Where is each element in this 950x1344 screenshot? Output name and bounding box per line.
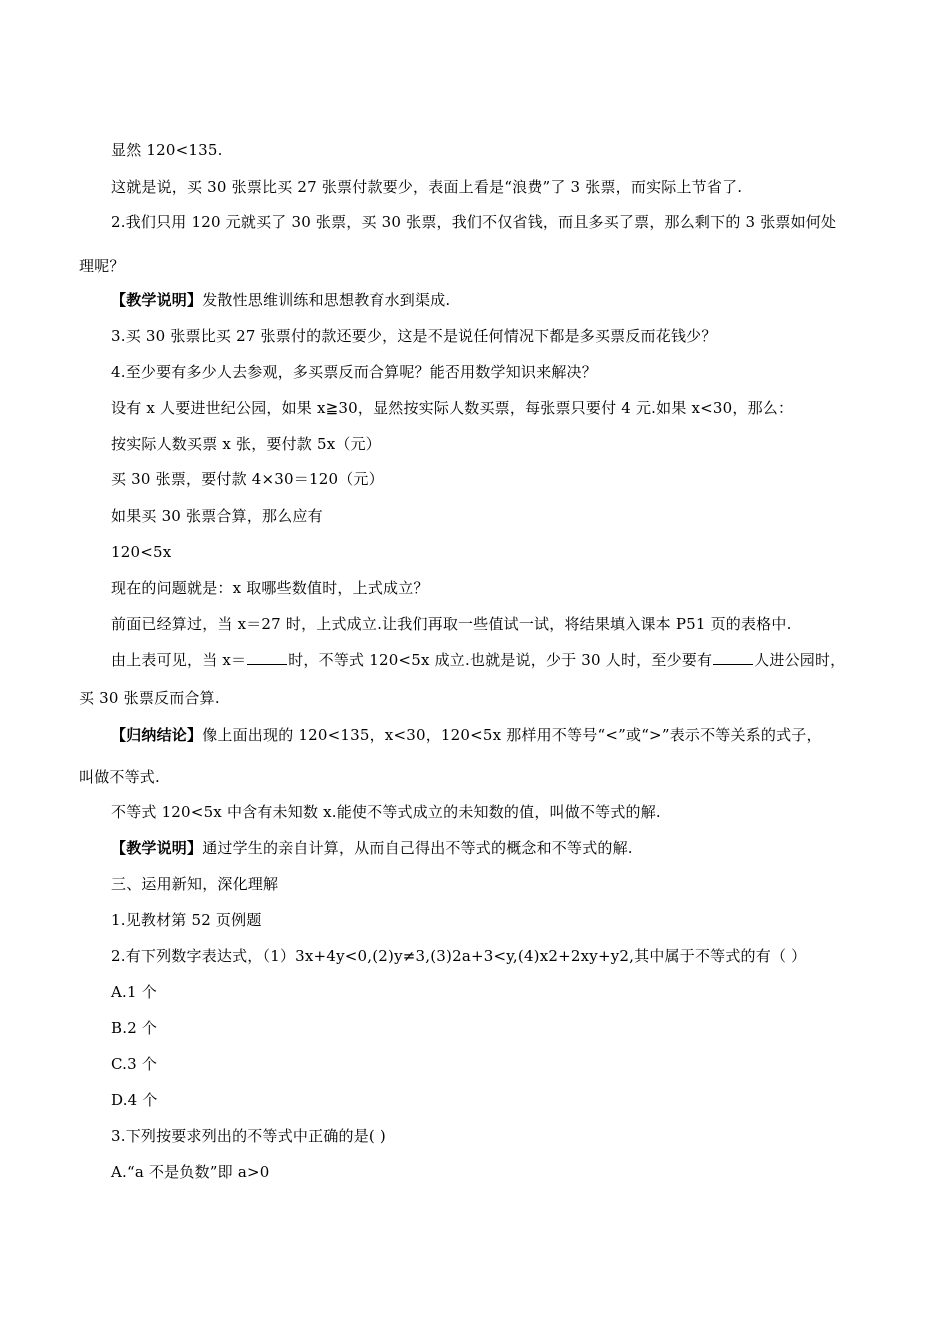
teaching-note-2 (111, 838, 633, 858)
text-line-8: 设有 x 人要进世纪公园，如果 x≧30，显然按实际人数买票，每张票只要付 4 元.如果 x<30，那么： (111, 399, 794, 417)
teaching-note-2-label: 【教学说明】 (111, 839, 203, 857)
text-line-2: 这就是说，买 30 张票比买 27 张票付款要少，表面上看是“浪费”了 3 张票，而实际上节省了. (111, 178, 743, 196)
option-c: C.3 个 (111, 1055, 158, 1073)
fill-in-line (111, 650, 845, 670)
text-line-22: 1.见教材第 52 页例题 (111, 911, 262, 929)
fill-in-text-b: 时，不等式 120<5x 成立.也就是说，少于 30 人时，至少要有 (288, 651, 713, 669)
text-line-4: 理呢？ (79, 257, 125, 275)
teaching-note-label: 【教学说明】 (111, 291, 203, 309)
conclusion-text: 像上面出现的 120<135，x<30，120<5x 那样用不等号“<”或“>”表示不等关系的式子， (202, 726, 822, 744)
text-line-10: 买 30 张票，要付款 4×30＝120（元） (111, 470, 384, 488)
text-line-11: 如果买 30 张票合算，那么应有 (111, 507, 323, 525)
text-line-6: 3.买 30 张票比买 27 张票付的款还要少，这是不是说任何情况下都是多买票反而花钱少？ (111, 327, 717, 345)
teaching-note-2-text: 通过学生的亲自计算，从而自己得出不等式的概念和不等式的解. (202, 839, 633, 857)
text-line-9: 按实际人数买票 x 张，要付款 5x（元） (111, 435, 381, 453)
question-3-option-a: A.“a 不是负数”即 a>0 (111, 1163, 270, 1181)
conclusion-label: 【归纳结论】 (111, 726, 203, 744)
text-line-18: 叫做不等式. (79, 768, 160, 786)
fill-in-text-a: 由上表可见，当 x＝ (111, 651, 247, 669)
inequality-line: 120<5x (111, 543, 172, 561)
text-line-7: 4.至少要有多少人去参观，多买票反而合算呢？能否用数学知识来解决？ (111, 363, 597, 381)
question-2: 2.有下列数字表达式，（1）3x+4y<0,(2)y≠3,(3)2a+3<y,(4)x2+2xy+y2,其中属于不等式的有（ ） (111, 947, 807, 965)
text-line-13: 现在的问题就是：x 取哪些数值时，上式成立？ (111, 579, 429, 597)
option-a: A.1 个 (111, 983, 157, 1001)
fill-in-text-c: 人进公园时， (754, 651, 846, 669)
text-line-14: 前面已经算过，当 x＝27 时，上式成立.让我们再取一些值试一试，将结果填入课本 P51 页的表格中. (111, 615, 792, 633)
question-3: 3.下列按要求列出的不等式中正确的是( ) (111, 1127, 386, 1145)
section-heading: 三、运用新知，深化理解 (111, 875, 279, 893)
conclusion-line (111, 725, 822, 745)
text-line-3: 2.我们只用 120 元就买了 30 张票，买 30 张票，我们不仅省钱，而且多买了票，那么剩下的 3 张票如何处 (111, 213, 837, 231)
text-line-1: 显然 120<135. (111, 141, 223, 159)
answer-blank-2 (713, 650, 753, 665)
text-line-16: 买 30 张票反而合算. (79, 689, 220, 707)
teaching-note-1 (111, 290, 450, 310)
option-d: D.4 个 (111, 1091, 158, 1109)
option-b: B.2 个 (111, 1019, 158, 1037)
teaching-note-text: 发散性思维训练和思想教育水到渠成. (202, 291, 451, 309)
text-line-19: 不等式 120<5x 中含有未知数 x.能使不等式成立的未知数的值，叫做不等式的解. (111, 803, 661, 821)
answer-blank-1 (247, 650, 287, 665)
